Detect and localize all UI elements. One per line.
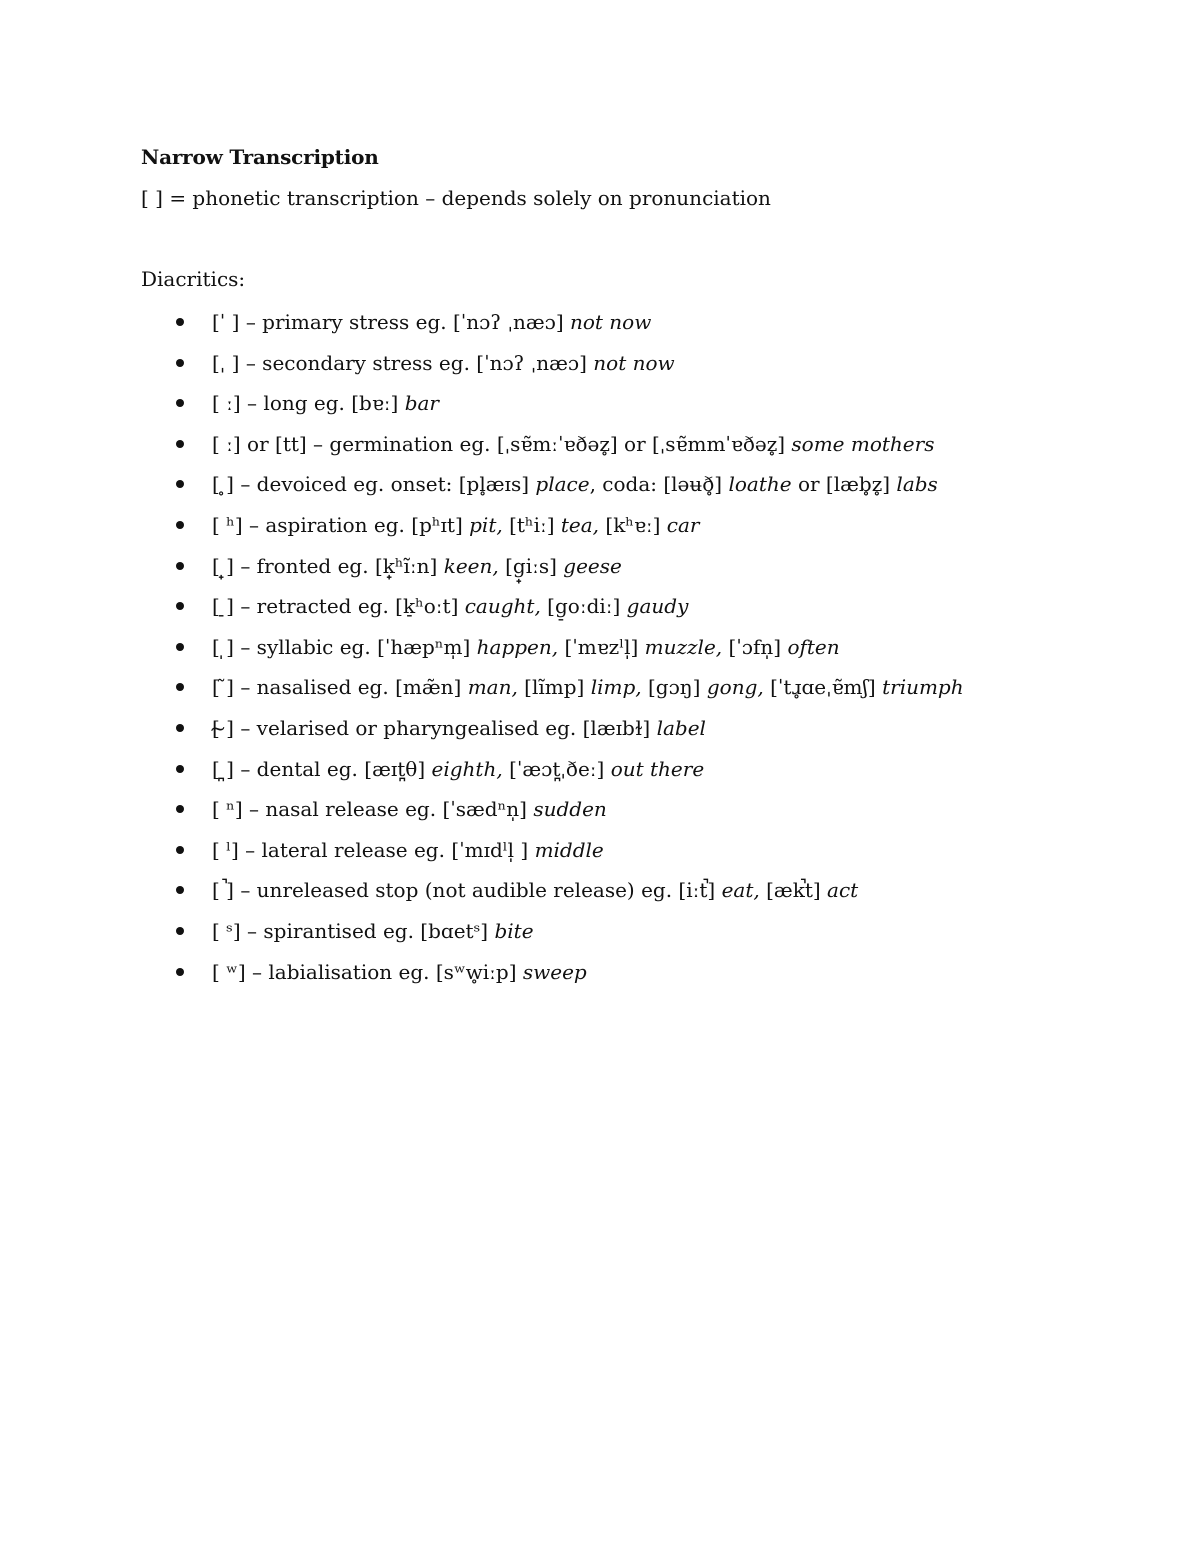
example-transcription: [kʰɐː] xyxy=(599,512,667,537)
example-transcription: [g̠oːdiː] xyxy=(540,594,627,619)
bullet-icon xyxy=(176,765,184,773)
bullet-icon xyxy=(176,968,184,976)
diacritic-entry xyxy=(212,675,964,699)
description: [ ˡ] – lateral release eg. [ˈmɪdˡl̩ ] xyxy=(212,837,535,862)
example-transcription: [tʰiː] xyxy=(502,512,561,537)
example-gloss: happen, xyxy=(476,634,559,659)
diacritic-entry xyxy=(212,432,934,456)
example-gloss: bite xyxy=(494,918,534,943)
example-transcription: [ˈmɐzˡl̩] xyxy=(558,634,645,659)
bullet-icon xyxy=(176,927,184,935)
example-gloss: eat, xyxy=(721,878,760,903)
bullet-icon xyxy=(176,846,184,854)
example-transcription: [gɔŋ] xyxy=(641,675,707,700)
bullet-icon xyxy=(176,683,184,691)
description: [ ː] or [tt] – germination eg. [ˌsɐ̃mːˈɐðəz̥] or [ˌsɐ̃mmˈɐðəz̥] xyxy=(212,431,792,456)
diacritic-list-item xyxy=(176,956,964,997)
diacritic-list-item xyxy=(176,590,964,631)
example-gloss: car xyxy=(666,512,700,537)
bullet-icon xyxy=(176,724,184,732)
description: [ ʰ] – aspiration eg. [pʰɪt] xyxy=(212,512,470,537)
example-transcription: , coda: [ləʉð̥] xyxy=(589,472,729,497)
diacritic-list-item xyxy=(176,387,964,428)
diacritic-list-item xyxy=(176,347,964,388)
diacritic-list-item xyxy=(176,753,964,794)
diacritic-entry xyxy=(212,960,587,984)
example-gloss: not now xyxy=(569,310,652,334)
diacritic-list-item xyxy=(176,874,964,915)
example-gloss: out there xyxy=(610,756,705,781)
description: [ ʷ] – labialisation eg. [sʷw̥iːp] xyxy=(212,959,523,984)
example-transcription: [ˈɔfn̩] xyxy=(722,634,788,659)
bullet-icon xyxy=(176,562,184,570)
bullet-icon xyxy=(176,440,184,448)
description: [ ̴] – velarised or pharyngealised eg. [læɪbɫ] xyxy=(212,715,657,740)
description: [ ˢ] – spirantised eg. [bɑetˢ] xyxy=(212,918,495,943)
bullet-icon xyxy=(176,318,184,326)
diacritic-list-item xyxy=(176,509,964,550)
example-gloss: limp, xyxy=(590,675,642,700)
bullet-icon xyxy=(176,399,184,407)
diacritic-entry xyxy=(212,878,858,902)
bullet-icon xyxy=(176,521,184,529)
diacritics-list xyxy=(176,306,964,996)
description: [ ̟] – fronted eg. [k̟ʰĩːn] xyxy=(212,553,444,578)
diacritic-entry xyxy=(212,554,622,578)
description: [ ̥] – devoiced eg. onset: [pl̥æɪs] xyxy=(212,472,536,497)
example-transcription: [g̟iːs] xyxy=(498,553,564,578)
example-gloss: tea, xyxy=(560,512,600,537)
description: [ ⁿ] – nasal release eg. [ˈsædⁿn̩] xyxy=(212,797,534,822)
diacritic-entry xyxy=(212,351,675,375)
example-gloss: keen, xyxy=(443,553,499,578)
description: [ ̪] – dental eg. [æɪt̪θ] xyxy=(212,756,432,781)
example-gloss: not now xyxy=(593,350,675,375)
description: [ˌ ] – secondary stress eg. [ˈnɔʔ ˌnæɔ] xyxy=(212,350,594,375)
example-transcription: [lĩmp] xyxy=(517,675,591,700)
bullet-icon xyxy=(176,886,184,894)
example-gloss: pit, xyxy=(469,512,503,537)
diacritic-entry xyxy=(212,919,534,943)
example-gloss: act xyxy=(827,878,859,903)
example-gloss: sudden xyxy=(533,797,607,822)
example-transcription: or [læb̥z̥] xyxy=(791,472,897,497)
diacritic-list-item xyxy=(176,793,964,834)
description: [ ̠] – retracted eg. [k̠ʰoːt] xyxy=(212,594,465,619)
example-transcription: [ˈtɹ̥ɑeˌɐ̃mʃ] xyxy=(763,675,883,700)
example-gloss: gong, xyxy=(706,675,764,700)
diacritic-entry xyxy=(212,716,706,740)
example-gloss: label xyxy=(656,715,706,740)
doc-title: Narrow Transcription xyxy=(141,145,379,169)
diacritic-entry xyxy=(212,757,704,781)
description: [ ̃] – nasalised eg. [mæ̃n] xyxy=(212,675,468,700)
example-gloss: labs xyxy=(896,472,938,497)
example-gloss: eighth, xyxy=(431,756,503,781)
phonetic-definition: [ ] = phonetic transcription – depends solely on pronunciation xyxy=(141,186,771,210)
example-gloss: often xyxy=(787,634,840,659)
example-gloss: loathe xyxy=(728,472,792,497)
diacritic-list-item xyxy=(176,468,964,509)
diacritics-heading: Diacritics: xyxy=(141,267,246,291)
diacritic-entry xyxy=(212,472,938,496)
example-gloss: some mothers xyxy=(791,431,935,456)
example-transcription: [ˈæɔt̪ˌðeː] xyxy=(502,756,611,781)
diacritic-entry xyxy=(212,838,604,862)
diacritic-entry xyxy=(212,391,439,415)
diacritic-list-item xyxy=(176,712,964,753)
example-gloss: place xyxy=(535,472,590,497)
example-gloss: middle xyxy=(534,837,604,862)
diacritic-list-item xyxy=(176,915,964,956)
example-gloss: geese xyxy=(563,553,622,578)
description: [ ̩] – syllabic eg. [ˈhæpⁿm̩] xyxy=(212,634,477,659)
example-gloss: man, xyxy=(467,675,518,700)
diacritic-list-item xyxy=(176,631,964,672)
bullet-icon xyxy=(176,805,184,813)
description: [ˈ ] – primary stress eg. [ˈnɔʔ ˌnæɔ] xyxy=(212,310,570,334)
bullet-icon xyxy=(176,480,184,488)
diacritic-entry xyxy=(212,513,699,537)
bullet-icon xyxy=(176,359,184,367)
bullet-icon xyxy=(176,643,184,651)
example-gloss: triumph xyxy=(882,675,964,700)
diacritic-list-item xyxy=(176,834,964,875)
diacritic-list-item xyxy=(176,428,964,469)
description: [ ̚] – unreleased stop (not audible release) eg. [iːt̚] xyxy=(212,878,722,903)
example-gloss: sweep xyxy=(522,959,587,984)
diacritic-list-item xyxy=(176,671,964,712)
diacritic-list-item xyxy=(176,306,964,347)
example-gloss: gaudy xyxy=(626,594,689,619)
diacritic-list-item xyxy=(176,550,964,591)
diacritic-entry xyxy=(212,594,688,618)
example-transcription: [æk̚t] xyxy=(759,878,828,903)
diacritic-entry xyxy=(212,310,651,334)
example-gloss: caught, xyxy=(464,594,541,619)
description: [ ː] – long eg. [bɐː] xyxy=(212,391,405,416)
diacritic-entry xyxy=(212,635,840,659)
bullet-icon xyxy=(176,602,184,610)
diacritic-entry xyxy=(212,797,607,821)
example-gloss: bar xyxy=(404,391,439,416)
example-gloss: muzzle, xyxy=(644,634,723,659)
